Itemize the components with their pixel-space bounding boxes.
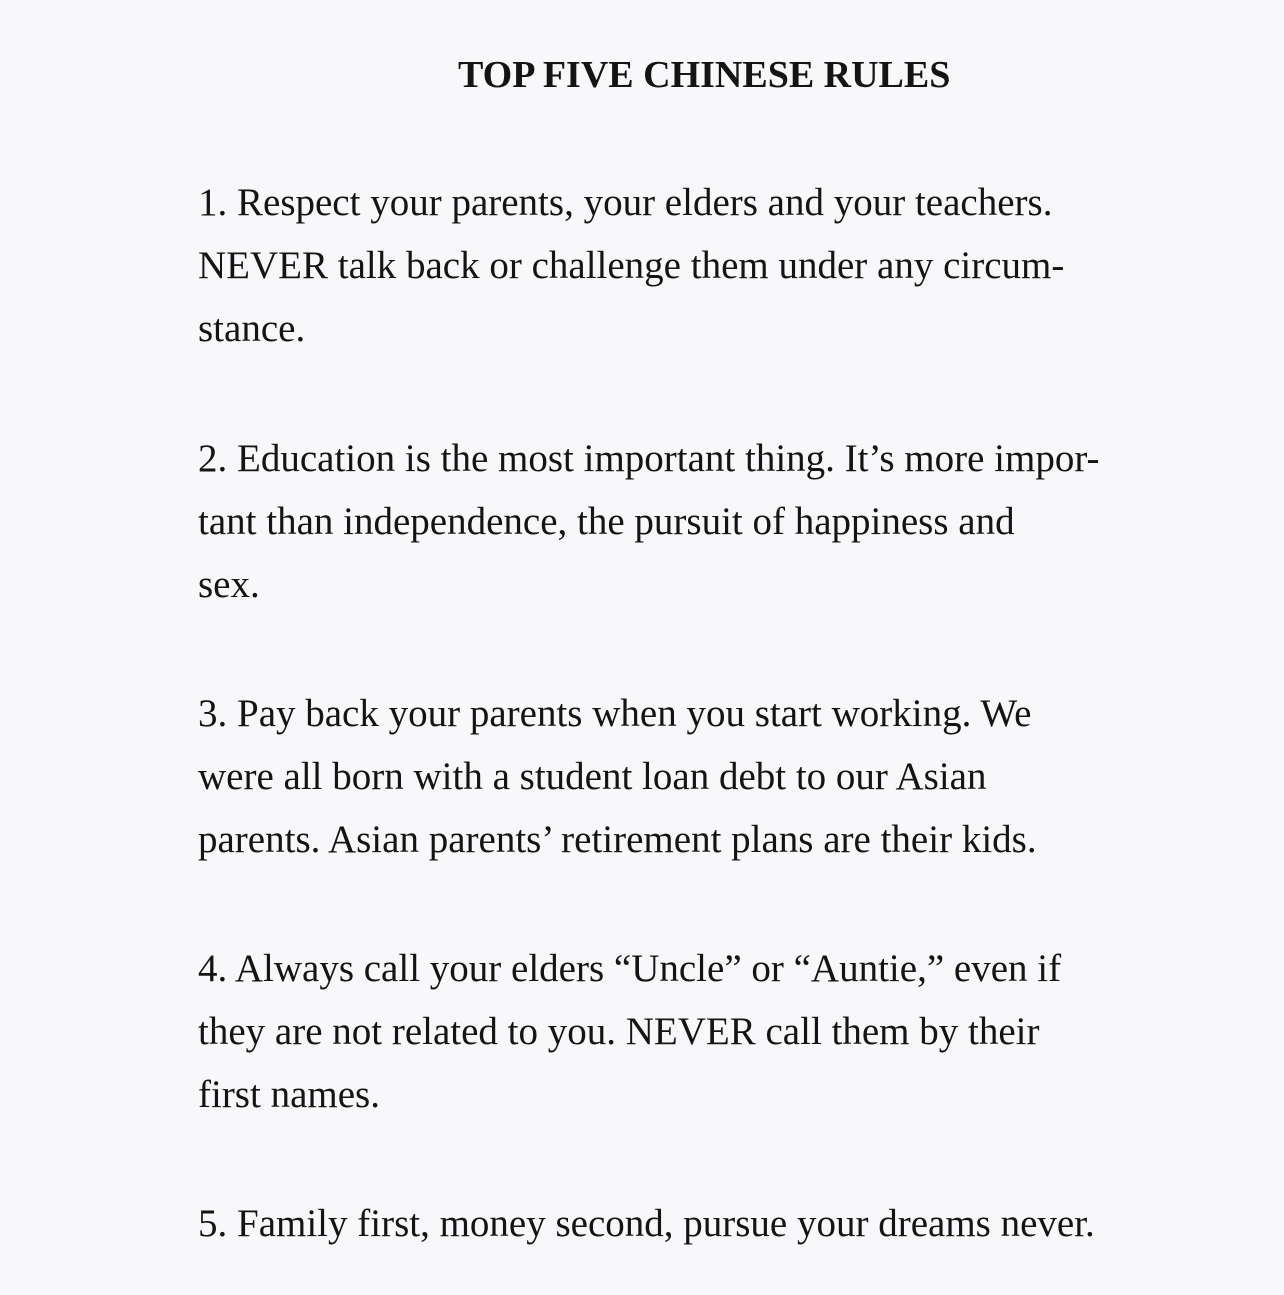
rule-4 bbox=[198, 937, 1198, 1126]
rule-5 bbox=[198, 1192, 1198, 1255]
rule-2-line-3: sex. bbox=[198, 563, 260, 606]
rule-1-line-1: 1. Respect your parents, your elders and your teachers. bbox=[198, 181, 1053, 224]
rule-3 bbox=[198, 682, 1198, 871]
document-header bbox=[0, 52, 1284, 98]
rule-3-line-1: 3. Pay back your parents when you start working. We bbox=[198, 692, 1032, 735]
rule-4-line-2: they are not related to you. NEVER call them by their bbox=[198, 1010, 1040, 1053]
rule-3-line-2: were all born with a student loan debt to our Asian bbox=[198, 755, 987, 798]
rule-4-line-3: first names. bbox=[198, 1073, 380, 1116]
rule-2-line-2: tant than independence, the pursuit of happiness and bbox=[198, 500, 1015, 543]
rule-2 bbox=[198, 427, 1198, 616]
rule-4-line-1: 4. Always call your elders “Uncle” or “Auntie,” even if bbox=[198, 947, 1062, 990]
rule-5-line-1: 5. Family first, money second, pursue your dreams never. bbox=[198, 1202, 1095, 1245]
rule-3-line-3: parents. Asian parents’ retirement plans are their kids. bbox=[198, 818, 1037, 861]
rule-2-line-1: 2. Education is the most important thing. It’s more impor- bbox=[198, 437, 1100, 480]
page-title: TOP FIVE CHINESE RULES bbox=[458, 54, 951, 96]
rule-1 bbox=[198, 171, 1198, 360]
rule-1-line-2: NEVER talk back or challenge them under any circum- bbox=[198, 244, 1065, 287]
rule-1-line-3: stance. bbox=[198, 307, 306, 350]
